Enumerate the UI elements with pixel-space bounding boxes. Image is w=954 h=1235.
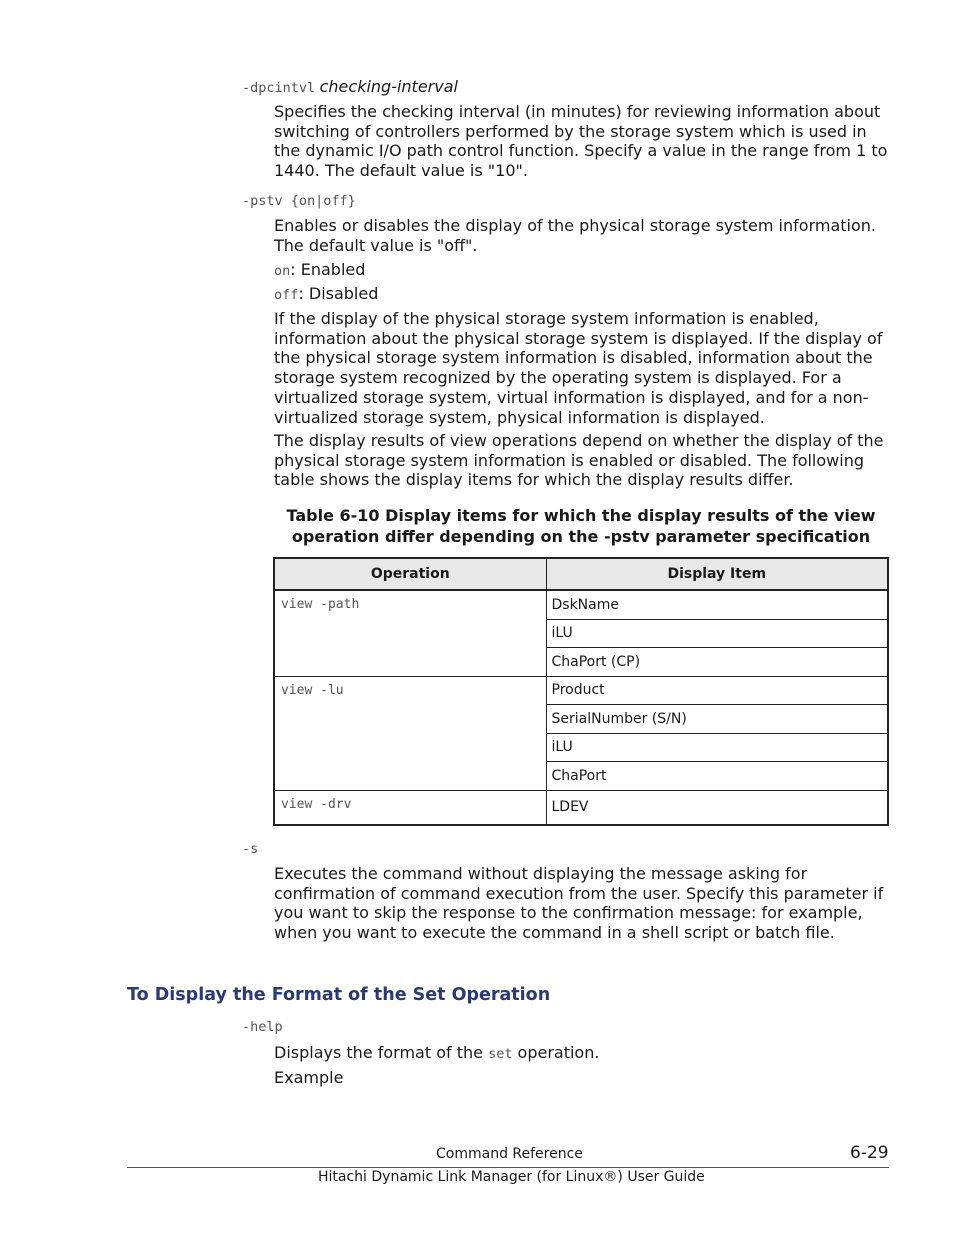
footer-guide-title: Hitachi Dynamic Link Manager (for Linux®) User Guide bbox=[318, 1169, 705, 1185]
param-flag: -dpcintvl bbox=[242, 80, 316, 96]
help-description bbox=[274, 1043, 890, 1065]
footer-divider bbox=[127, 1167, 889, 1168]
display-item-cell: iLU bbox=[546, 733, 888, 762]
param-flag: -pstv {on|off} bbox=[242, 193, 356, 209]
display-item-cell: ChaPort (CP) bbox=[546, 648, 888, 677]
param-arg: checking-interval bbox=[319, 77, 458, 96]
display-items-table bbox=[273, 557, 889, 826]
help-desc-after: operation. bbox=[512, 1043, 600, 1062]
dpcintvl-description: Specifies the checking interval (in minutes) for reviewing information about switching of controllers performed by the storage system which is used in the dynamic I/O path control function. Specify a value in the range from 1 to 1440. The default value is "10". bbox=[274, 102, 888, 181]
pstv-detail-2: The display results of view operations depend on whether the display of the physical storage system information is enabled or disabled. The following table shows the display items for which the display results differ. bbox=[274, 431, 884, 490]
table-row bbox=[274, 590, 888, 619]
table-row bbox=[274, 790, 888, 825]
header-operation: Operation bbox=[274, 558, 546, 590]
param-flag: -help bbox=[242, 1019, 283, 1035]
off-text: : Disabled bbox=[298, 284, 379, 303]
display-item-cell: iLU bbox=[546, 619, 888, 648]
display-item-cell: ChaPort bbox=[546, 762, 888, 791]
operation-cell: view -lu bbox=[274, 676, 546, 790]
table-caption: Table 6-10 Display items for which the display results of the view operation differ depending on the -pstv parameter specification bbox=[286, 506, 876, 546]
table-row bbox=[274, 676, 888, 705]
header-display-item: Display Item bbox=[546, 558, 888, 590]
on-text: : Enabled bbox=[290, 260, 366, 279]
page-number: 6-29 bbox=[850, 1143, 889, 1163]
set-code: set bbox=[488, 1046, 513, 1062]
off-code: off bbox=[274, 287, 299, 303]
param-dpcintvl bbox=[242, 77, 458, 96]
table-header-row bbox=[274, 558, 888, 590]
pstv-on-option bbox=[274, 260, 890, 282]
param-help bbox=[242, 1019, 283, 1035]
s-description: Executes the command without displaying the message asking for confirmation of command execution from the user. Specify this parameter if you want to skip the response to the confirmation message: for example, when you want to execute the command in a shell script or batch file. bbox=[274, 864, 884, 943]
param-flag: -s bbox=[242, 841, 259, 857]
display-item-cell: DskName bbox=[546, 590, 888, 619]
example-label: Example bbox=[274, 1068, 344, 1087]
operation-cell: view -path bbox=[274, 590, 546, 676]
pstv-off-option bbox=[274, 284, 890, 306]
operation-cell: view -drv bbox=[274, 790, 546, 825]
help-desc-before: Displays the format of the bbox=[274, 1043, 489, 1062]
pstv-detail-1: If the display of the physical storage system information is enabled, information about the physical storage system is displayed. If the display of the physical storage system information is disabled, information about the storage system recognized by the operating system is displayed. For a virtualized storage system, virtual information is displayed, and for a non-virtualized storage system, physical information is displayed. bbox=[274, 309, 883, 427]
display-item-cell: Product bbox=[546, 676, 888, 705]
display-item-cell: LDEV bbox=[546, 790, 888, 825]
param-pstv bbox=[242, 193, 356, 209]
footer-chapter: Command Reference bbox=[436, 1146, 583, 1162]
param-s bbox=[242, 841, 258, 857]
display-item-cell: SerialNumber (S/N) bbox=[546, 705, 888, 734]
section-heading: To Display the Format of the Set Operation bbox=[127, 985, 551, 1005]
pstv-description: Enables or disables the display of the physical storage system information. The default value is "off". bbox=[274, 216, 876, 255]
on-code: on bbox=[274, 263, 291, 279]
